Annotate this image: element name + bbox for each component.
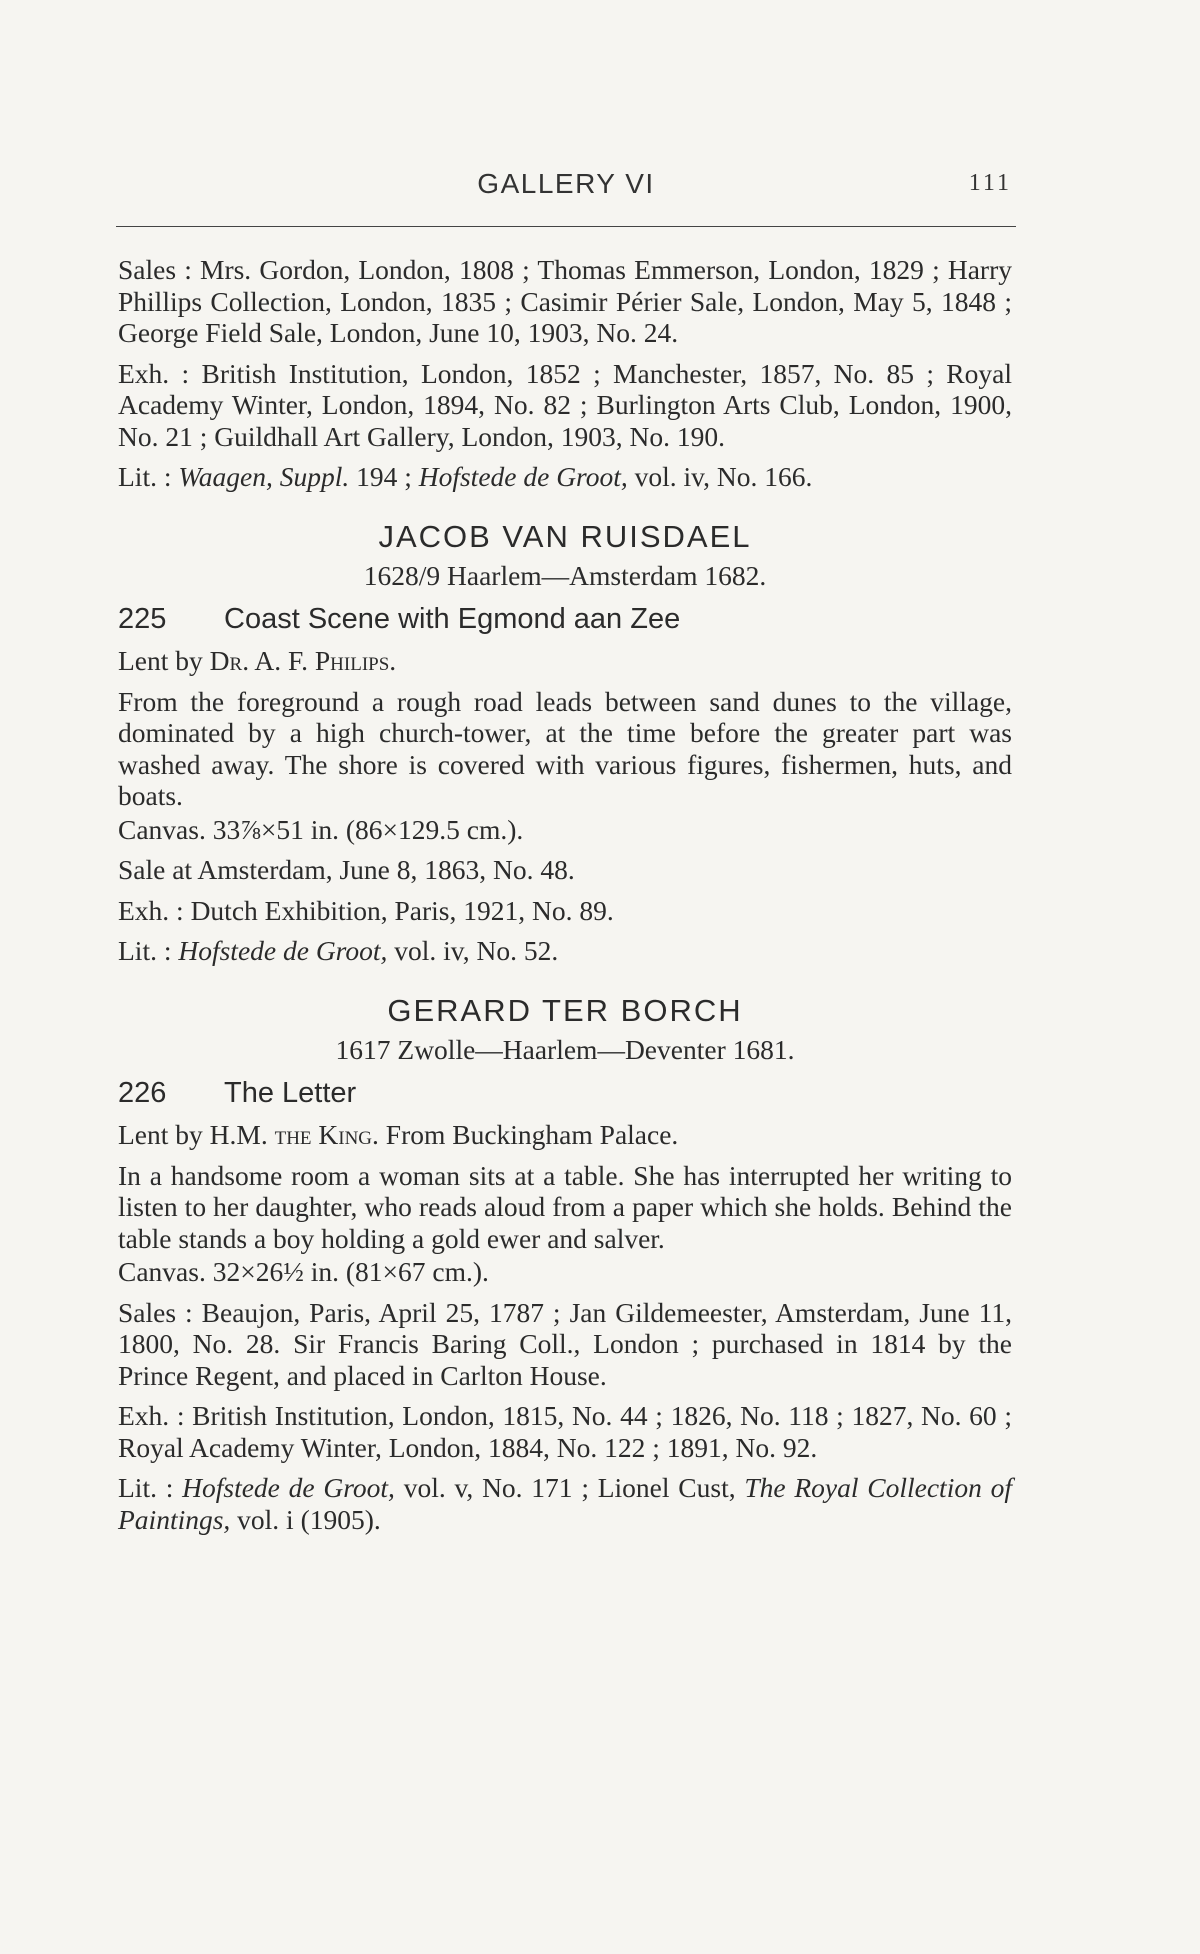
lit-label: Lit. : <box>118 1472 174 1503</box>
description-paragraph: In a handsome room a woman sits at a table. She has interrupted her writing to listen to her daughter, who reads aloud from a paper which she holds. Behind the table stands a boy holding a gold ewer and salver. <box>118 1159 1012 1254</box>
entry-number: 225 <box>118 602 167 635</box>
lit-text: 194 ; <box>356 461 412 492</box>
artist-name: GERARD TER BORCH <box>387 992 743 1028</box>
artist-section-ruisdael <box>118 518 1012 967</box>
entry-title: Coast Scene with Egmond aan Zee <box>224 602 681 635</box>
artist-dates: 1617 Zwolle—Haarlem—Deventer 1681. <box>335 1034 795 1065</box>
lender-line <box>118 1119 1012 1151</box>
literature-paragraph <box>118 461 1012 493</box>
literature-paragraph <box>118 1472 1012 1535</box>
running-header <box>116 168 1016 208</box>
lent-suffix: From Buckingham Palace. <box>385 1119 679 1150</box>
previous-entry-continuation <box>118 254 1012 493</box>
lit-reference: Waagen, Suppl. <box>178 461 350 492</box>
canvas-dimensions: Canvas. 32×26½ in. (81×67 cm.). <box>118 1256 489 1287</box>
lit-label: Lit. : <box>118 935 172 966</box>
lit-label: Lit. : <box>118 461 172 492</box>
exhibition-paragraph: Exh. : British Institution, London, 1852 ; Manchester, 1857, No. 85 ; Royal Academy Winter, London, 1894, No. 82 ; Burlington Arts Club, London, 1900, No. 21 ; Guildhall Art Gallery, London, 1903, No. 190. <box>118 357 1012 452</box>
lit-reference: The Royal Collection of Paintings, <box>118 1472 1012 1535</box>
literature-paragraph <box>118 935 1012 967</box>
page-number: 111 <box>968 170 1012 196</box>
sales-paragraph: Sales : Beaujon, Paris, April 25, 1787 ; Jan Gildemeester, Amsterdam, June 11, 1800, No. 28. Sir Francis Baring Coll., London ; purchased in 1814 by the Prince Regent, and placed in Carlton House. <box>118 1296 1012 1391</box>
sale-paragraph: Sale at Amsterdam, June 8, 1863, No. 48. <box>118 854 575 885</box>
exhibition-paragraph: Exh. : Dutch Exhibition, Paris, 1921, No. 89. <box>118 894 614 926</box>
lit-reference: Hofstede de Groot, <box>178 935 388 966</box>
entry-title: The Letter <box>224 1076 357 1109</box>
artist-section-ter-borch <box>118 992 1012 1536</box>
header-rule <box>116 226 1016 227</box>
description-paragraph: From the foreground a rough road leads between sand dunes to the village, dominated by a high church-tower, at the time before the greater part was washed away. The shore is covered with various figures, fishermen, huts, and boats. <box>118 685 1012 811</box>
lender-line <box>118 645 1012 677</box>
canvas-dimensions: Canvas. 33⅞×51 in. (86×129.5 cm.). <box>118 813 524 845</box>
lit-text: vol. i (1905). <box>237 1503 381 1535</box>
artist-name: JACOB VAN RUISDAEL <box>378 518 752 554</box>
catalogue-entry-heading <box>118 1078 1012 1110</box>
catalogue-entry-heading <box>118 604 1012 636</box>
header-title: GALLERY VI <box>477 168 655 199</box>
lender-name: Dr. A. F. Philips. <box>209 645 397 676</box>
lent-prefix: Lent by <box>118 645 203 676</box>
exhibition-paragraph: Exh. : British Institution, London, 1815, No. 44 ; 1826, No. 118 ; 1827, No. 60 ; Royal Academy Winter, London, 1884, No. 122 ; 1891, No. 92. <box>118 1400 1012 1463</box>
lit-text: vol. iv, No. 166. <box>634 461 813 492</box>
lit-text: vol. v, No. 171 ; Lionel Cust, <box>403 1472 736 1503</box>
lender-name: the King. <box>274 1119 379 1150</box>
artist-dates: 1628/9 Haarlem—Amsterdam 1682. <box>363 560 767 591</box>
lent-prefix: Lent by H.M. <box>118 1119 268 1150</box>
entry-number: 226 <box>118 1076 167 1109</box>
lit-reference: Hofstede de Groot, <box>418 461 628 492</box>
page-content <box>118 254 1012 1544</box>
lit-reference: Hofstede de Groot, <box>182 1472 395 1503</box>
sales-paragraph: Sales : Mrs. Gordon, London, 1808 ; Thomas Emmerson, London, 1829 ; Harry Phillips Collection, London, 1835 ; Casimir Périer Sale, London, May 5, 1848 ; George Field Sale, London, June 10, 1903, No. 24. <box>118 254 1012 348</box>
lit-text: vol. iv, No. 52. <box>394 935 559 966</box>
